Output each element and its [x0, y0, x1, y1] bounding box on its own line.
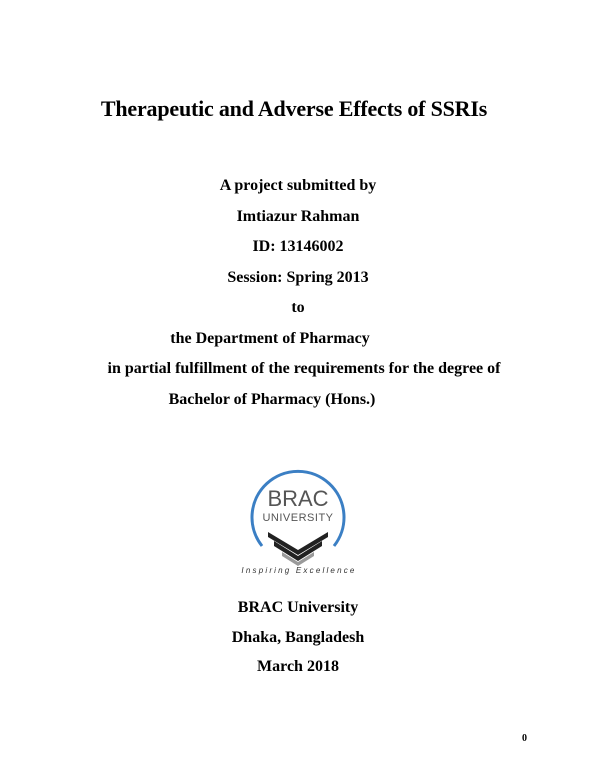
- document-title: Therapeutic and Adverse Effects of SSRIs: [100, 96, 488, 121]
- institution-name: BRAC University: [237, 599, 359, 616]
- author-name: Imtiazur Rahman: [236, 208, 360, 225]
- submission-date: March 2018: [257, 658, 339, 675]
- to-line: to: [291, 299, 305, 316]
- submitted-by-line: A project submitted by: [219, 177, 377, 194]
- logo-graphic: [234, 458, 362, 582]
- logo-tagline: Inspiring Excellence: [241, 566, 357, 575]
- session-line: Session: Spring 2013: [227, 269, 369, 286]
- page-number: 0: [522, 733, 527, 744]
- purpose-line: in partial fulfillment of the requirements for the degree of: [107, 360, 501, 377]
- logo-text-brac: BRAC: [267, 486, 329, 511]
- institution-location: Dhaka, Bangladesh: [231, 629, 365, 646]
- department-line: the Department of Pharmacy: [170, 330, 370, 347]
- student-id: ID: 13146002: [252, 238, 344, 255]
- degree-line: Bachelor of Pharmacy (Hons.): [168, 391, 376, 408]
- brac-university-logo: [234, 458, 362, 582]
- logo-text-university: UNIVERSITY: [262, 512, 334, 524]
